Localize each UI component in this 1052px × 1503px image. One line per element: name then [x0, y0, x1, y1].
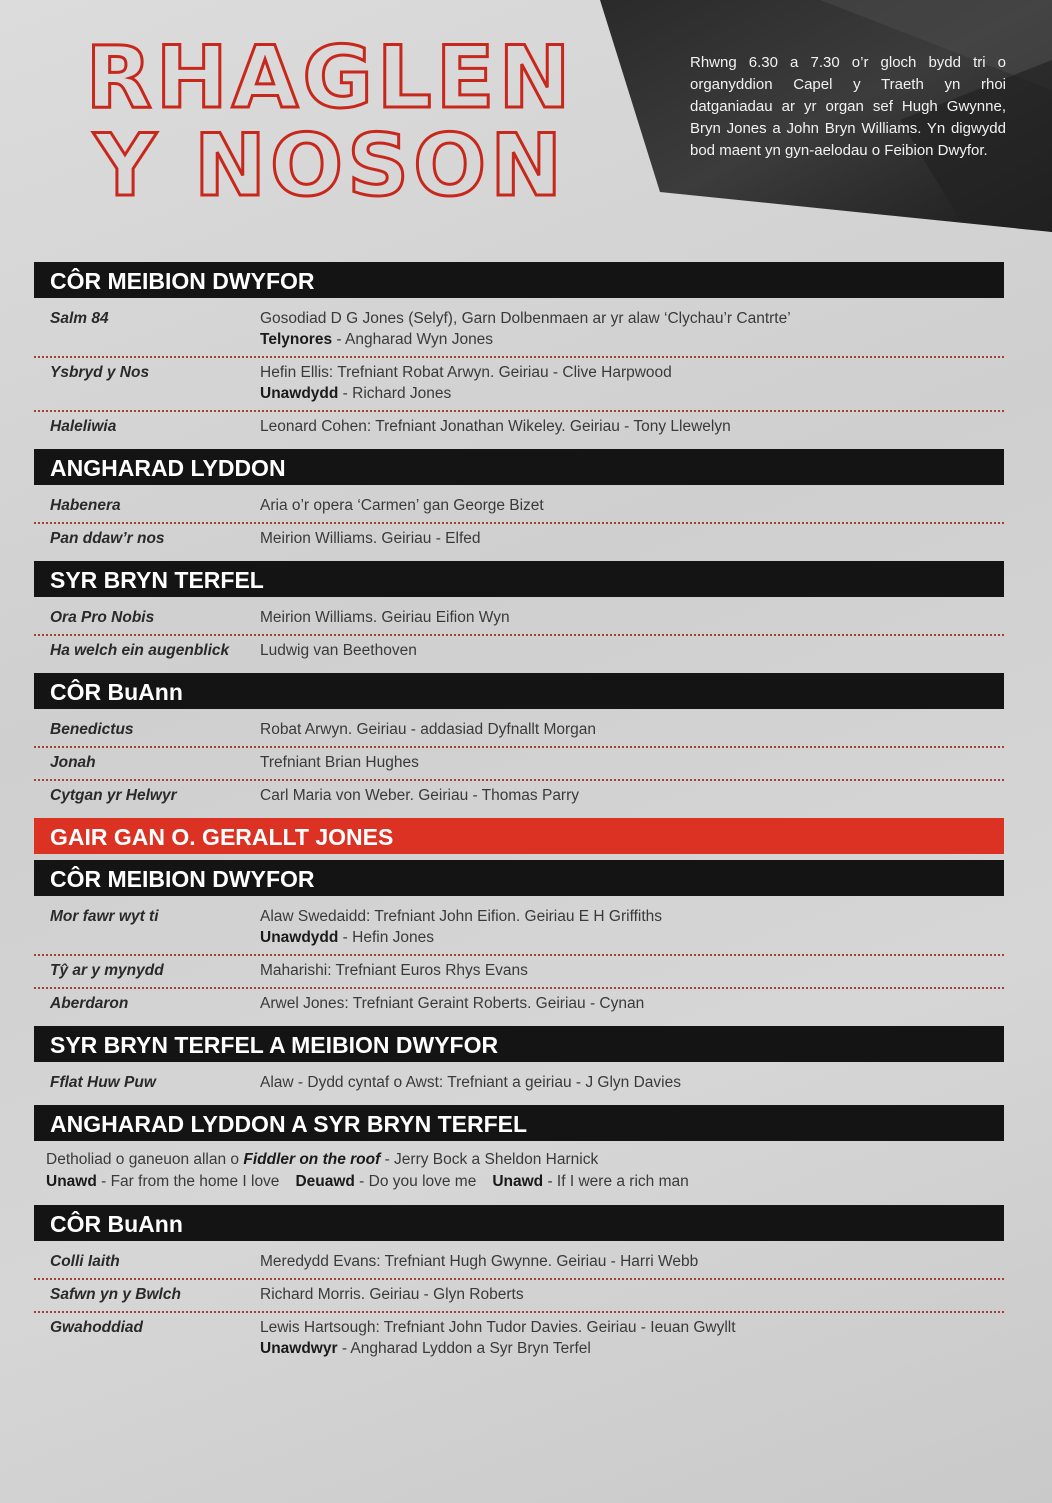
part-song: - Far from the home I love — [96, 1173, 280, 1190]
song-credits: Hefin Ellis: Trefniant Robat Arwyn. Geiriau - Clive Harpwood — [260, 364, 672, 381]
song-details — [260, 1251, 1004, 1272]
song-credits: Maharishi: Trefniant Euros Rhys Evans — [260, 962, 528, 979]
song-details — [260, 362, 1004, 404]
part-song: - If I were a rich man — [543, 1173, 689, 1190]
performer-line — [260, 329, 1004, 350]
programme-section — [34, 561, 1004, 667]
song-title: Mor fawr wyt ti — [50, 908, 159, 925]
song-details — [260, 308, 1004, 350]
programme-item — [34, 412, 1004, 443]
performer-line — [260, 1338, 1004, 1359]
song-title: Aberdaron — [50, 995, 129, 1012]
performer-name: - Hefin Jones — [338, 929, 435, 946]
song-details — [260, 607, 1004, 628]
programme-item — [34, 1247, 1004, 1280]
section-heading: SYR BRYN TERFEL A MEIBION DWYFOR — [34, 1026, 1004, 1062]
intro-text: Rhwng 6.30 a 7.30 o’r gloch bydd tri o organyddion Capel y Traeth yn rhoi datganiadau ar yr organ sef Hugh Gwynne, Bryn Jones a John Bryn Williams. Yn digwydd bod maent yn gyn-aelodau o Feibion Dwyfor. — [690, 54, 1006, 159]
programme-section — [34, 262, 1004, 443]
song-title: Safwn yn y Bwlch — [50, 1286, 181, 1303]
programme-item — [34, 781, 1004, 812]
song-details — [260, 1317, 1004, 1359]
title-line-1: RHAGLEN — [85, 28, 575, 128]
programme-item — [34, 748, 1004, 781]
programme-item — [34, 491, 1004, 524]
song-credits: Lewis Hartsough: Trefniant John Tudor Davies. Geiriau - Ieuan Gwyllt — [260, 1319, 736, 1336]
performer-line — [260, 383, 1004, 404]
page-title — [30, 28, 630, 216]
programme-section — [34, 673, 1004, 812]
section-heading: ANGHARAD LYDDON — [34, 449, 1004, 485]
song-title: Haleliwia — [50, 418, 117, 435]
part-role: Unawd — [492, 1173, 544, 1190]
title-line-2: Y NOSON — [93, 116, 567, 216]
programme-section — [34, 860, 1004, 1020]
programme-item — [34, 1280, 1004, 1313]
part-role: Deuawd — [295, 1173, 355, 1190]
song-credits: Ludwig van Beethoven — [260, 642, 417, 659]
song-details — [260, 1284, 1004, 1305]
programme-item — [34, 524, 1004, 555]
section-heading: CÔR BuAnn — [34, 1205, 1004, 1241]
programme-section — [34, 1026, 1004, 1099]
programme-item — [34, 1068, 1004, 1099]
section-heading: CÔR MEIBION DWYFOR — [34, 860, 1004, 896]
show-title: Fiddler on the roof — [243, 1151, 381, 1168]
performer-role: Unawdwyr — [260, 1340, 338, 1357]
song-details — [260, 1072, 1004, 1093]
programme-section — [34, 1105, 1004, 1199]
song-credits: Gosodiad D G Jones (Selyf), Garn Dolbenmaen ar yr alaw ‘Clychau’r Cantrte’ — [260, 310, 791, 327]
section-heading: CÔR BuAnn — [34, 673, 1004, 709]
song-title: Ha welch ein augenblick — [50, 642, 230, 659]
programme-item — [34, 715, 1004, 748]
section-heading: CÔR MEIBION DWYFOR — [34, 262, 1004, 298]
song-credits: Arwel Jones: Trefniant Geraint Roberts. Geiriau - Cynan — [260, 995, 645, 1012]
section-heading: ANGHARAD LYDDON A SYR BRYN TERFEL — [34, 1105, 1004, 1141]
song-title: Fflat Huw Puw — [50, 1074, 156, 1091]
section-heading: GAIR GAN O. GERALLT JONES — [34, 818, 1004, 854]
song-credits: Trefniant Brian Hughes — [260, 754, 419, 771]
song-title: Ysbryd y Nos — [50, 364, 150, 381]
performer-name: - Angharad Wyn Jones — [332, 331, 494, 348]
song-details — [260, 495, 1004, 516]
song-title: Benedictus — [50, 721, 134, 738]
programme-item — [34, 636, 1004, 667]
medley-composers: - Jerry Bock a Sheldon Harnick — [380, 1151, 599, 1168]
medley-description — [34, 1147, 1004, 1199]
programme-item — [34, 989, 1004, 1020]
song-credits: Alaw - Dydd cyntaf o Awst: Trefniant a geiriau - J Glyn Davies — [260, 1074, 681, 1091]
song-details — [260, 528, 1004, 549]
song-title: Jonah — [50, 754, 96, 771]
part-song: - Do you love me — [354, 1173, 477, 1190]
programme-item — [34, 956, 1004, 989]
programme-item — [34, 358, 1004, 412]
song-details — [260, 993, 1004, 1014]
song-title: Ora Pro Nobis — [50, 609, 155, 626]
programme-list — [34, 262, 1004, 1371]
song-credits: Meredydd Evans: Trefniant Hugh Gwynne. Geiriau - Harri Webb — [260, 1253, 699, 1270]
song-details — [260, 906, 1004, 948]
song-details — [260, 785, 1004, 806]
song-credits: Robat Arwyn. Geiriau - addasiad Dyfnallt Morgan — [260, 721, 596, 738]
song-credits: Richard Morris. Geiriau - Glyn Roberts — [260, 1286, 524, 1303]
song-details — [260, 752, 1004, 773]
programme-item — [34, 304, 1004, 358]
performer-role: Unawdydd — [260, 385, 339, 402]
programme-item — [34, 1313, 1004, 1365]
song-details — [260, 960, 1004, 981]
song-details — [260, 416, 1004, 437]
programme-section — [34, 1205, 1004, 1365]
performer-name: - Richard Jones — [338, 385, 452, 402]
song-title: Gwahoddiad — [50, 1319, 143, 1336]
song-credits: Aria o’r opera ‘Carmen’ gan George Bizet — [260, 497, 544, 514]
song-credits: Meirion Williams. Geiriau Eifion Wyn — [260, 609, 510, 626]
song-title: Tŷ ar y mynydd — [50, 962, 164, 979]
programme-item — [34, 603, 1004, 636]
song-title: Colli Iaith — [50, 1253, 120, 1270]
performer-line — [260, 927, 1004, 948]
medley-intro: Detholiad o ganeuon allan o — [46, 1151, 244, 1168]
section-heading: SYR BRYN TERFEL — [34, 561, 1004, 597]
song-title: Pan ddaw’r nos — [50, 530, 165, 547]
performer-role: Unawdydd — [260, 929, 339, 946]
song-title: Salm 84 — [50, 310, 109, 327]
song-title: Habenera — [50, 497, 121, 514]
programme-section — [34, 449, 1004, 555]
song-credits: Alaw Swedaidd: Trefniant John Eifion. Geiriau E H Griffiths — [260, 908, 663, 925]
programme-section — [34, 818, 1004, 854]
song-details — [260, 719, 1004, 740]
song-credits: Leonard Cohen: Trefniant Jonathan Wikeley. Geiriau - Tony Llewelyn — [260, 418, 731, 435]
song-credits: Meirion Williams. Geiriau - Elfed — [260, 530, 481, 547]
part-role: Unawd — [46, 1173, 97, 1190]
programme-item — [34, 902, 1004, 956]
song-credits: Carl Maria von Weber. Geiriau - Thomas Parry — [260, 787, 580, 804]
song-details — [260, 640, 1004, 661]
performer-role: Telynores — [260, 331, 333, 348]
performer-name: - Angharad Lyddon a Syr Bryn Terfel — [337, 1340, 591, 1357]
song-title: Cytgan yr Helwyr — [50, 787, 177, 804]
